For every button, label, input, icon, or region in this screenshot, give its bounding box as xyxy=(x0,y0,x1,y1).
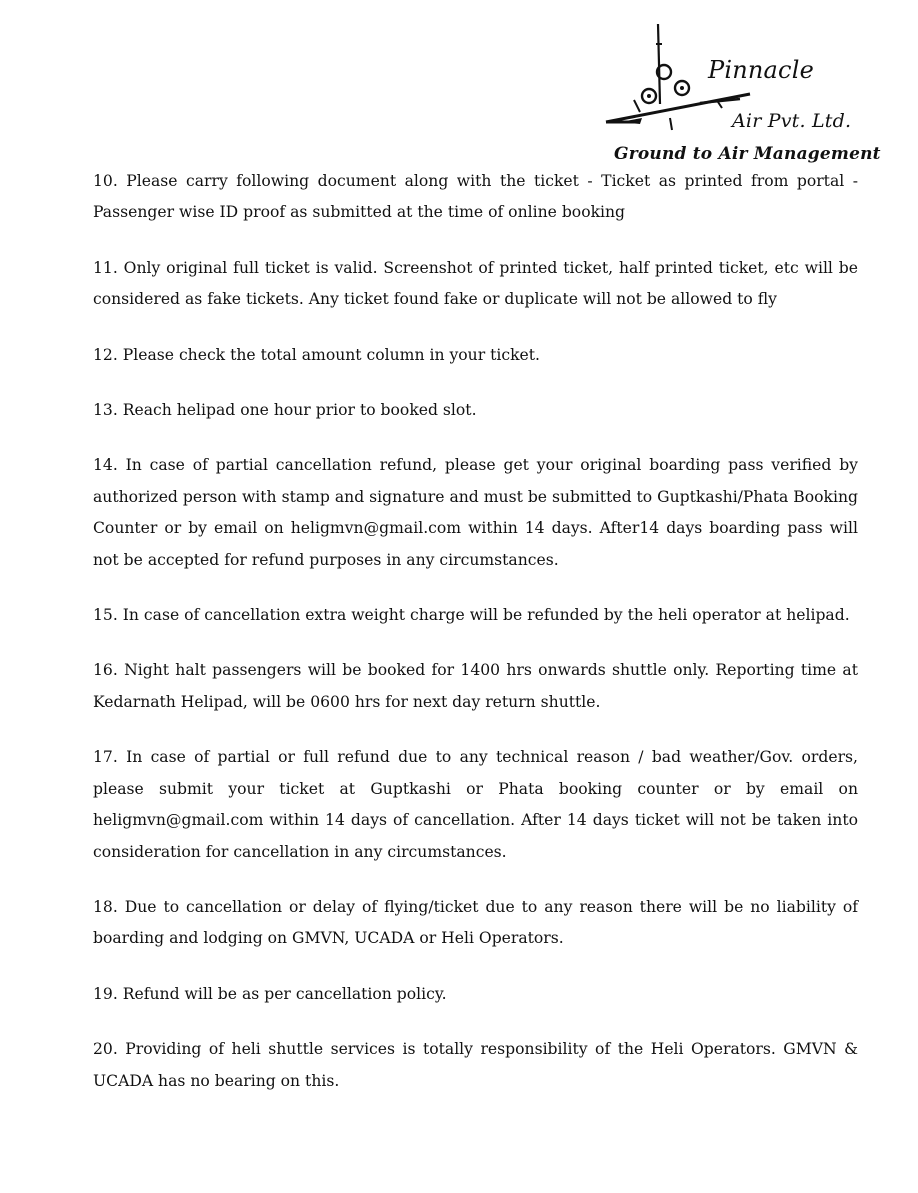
term-item-10: 10. Please carry following document along with the ticket - Ticket as printed from portal - Passenger wise ID proof as submitted at the time of online booking xyxy=(93,172,858,222)
term-item-17: 17. In case of partial or full refund due to any technical reason / bad weather/Gov. orders, please submit your ticket at Guptkashi or Phata booking counter or by email on heligmvn@gmail.com within 14 days of cancellation. After 14 days ticket will not be taken into consideration for cancellation in any circumstances. xyxy=(93,748,858,861)
terms-list xyxy=(93,166,858,1121)
company-logo xyxy=(600,18,881,170)
logo-tagline: Ground to Air Management xyxy=(614,144,881,164)
term-item-14: 14. In case of partial cancellation refund, please get your original boarding pass verified by authorized person with stamp and signature and must be submitted to Guptkashi/Phata Booking Counter or by email on heligmvn@gmail.com within 14 days. After14 days boarding pass will not be accepted for refund purposes in any circumstances. xyxy=(93,456,858,569)
term-item-15: 15. In case of cancellation extra weight charge will be refunded by the heli operator at helipad. xyxy=(93,606,850,625)
term-item-16: 16. Night halt passengers will be booked for 1400 hrs onwards shuttle only. Reporting time at Kedarnath Helipad, will be 0600 hrs for next day return shuttle. xyxy=(93,661,858,711)
term-item-12: 12. Please check the total amount column in your ticket. xyxy=(93,345,540,364)
term-item-20: 20. Providing of heli shuttle services is totally responsibility of the Heli Operators. GMVN & UCADA has no bearing on this. xyxy=(93,1040,858,1090)
logo-company-suffix: Air Pvt. Ltd. xyxy=(732,110,852,132)
term-item-18: 18. Due to cancellation or delay of flying/ticket due to any reason there will be no liability of boarding and lodging on GMVN, UCADA or Heli Operators. xyxy=(93,897,858,948)
term-item-13: 13. Reach helipad one hour prior to booked slot. xyxy=(93,401,477,420)
term-item-19: 19. Refund will be as per cancellation policy. xyxy=(93,984,447,1003)
logo-brand-name: Pinnacle xyxy=(708,56,814,84)
term-item-11: 11. Only original full ticket is valid. Screenshot of printed ticket, half printed ticket, etc will be considered as fake tickets. Any ticket found fake or duplicate will not be allowed to fly xyxy=(93,258,858,309)
